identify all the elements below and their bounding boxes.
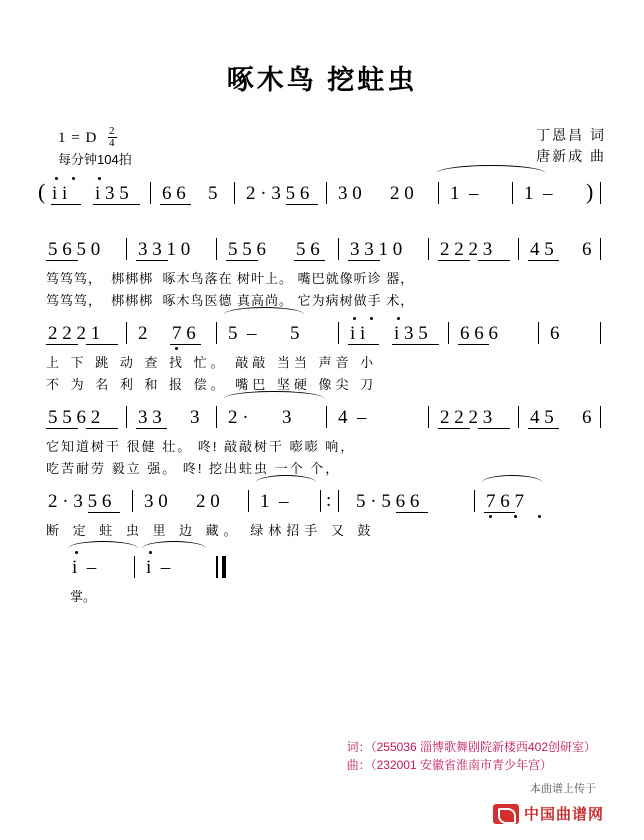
lyrics-line-6a: 掌。 <box>70 589 97 604</box>
footer-addresses <box>347 738 596 774</box>
composer-credit: 唐新成 曲 <box>536 148 606 164</box>
footer-lyricist-address: 词：（255036 淄博歌舞剧院新楼西402创研室） <box>346 740 596 754</box>
lyrics-line-2b: 笃笃笃， 梆梆梆 啄木鸟医德 真高尚。 它为病树做手 术， <box>46 293 415 308</box>
lyrics-line-5a: 断 定 蛀 虫 里 边 藏。 绿林招手 又 鼓 <box>46 523 376 538</box>
repeat-barline: : <box>326 490 332 511</box>
notes-row-5: 2 · 3 5 6 3 0 2 0 1 – : 5 · 5 6 6 7 6 7 <box>38 489 606 519</box>
music-system-3 <box>38 321 606 405</box>
credits-block <box>536 125 606 167</box>
lyricist-credit: 丁恩昌 词 <box>536 127 606 143</box>
key-signature-text: 1 = D <box>58 129 98 146</box>
page-title: 啄木鸟 挖蛀虫 <box>226 65 418 95</box>
music-system-1 <box>38 181 606 237</box>
key-signature <box>58 127 117 150</box>
time-signature <box>108 126 117 149</box>
lyrics-line-4a: 它知道树干 很健 壮。 咚! 敲敲树干 嘭嘭 响， <box>46 439 356 454</box>
lyrics-line-3b: 不 为 名 利 和 报 偿。 嘴巴 坚硬 像尖 刀 <box>46 377 378 392</box>
notes-row-3: 2 2 2 1 2 7 6 5 – 5 i i i 3 5 6 6 6 6 <box>38 321 606 351</box>
notes-row-4: 5 5 6 2 3 3 3 2 · 3 4 – 2 2 2 3 4 5 6 <box>38 405 606 435</box>
score-header <box>0 127 644 175</box>
lyrics-line-4b: 吃苦耐劳 毅立 强。 咚! 挖出蛀虫 一个 个， <box>46 461 341 476</box>
sheet-music-page <box>0 58 644 840</box>
brand-name: 中国曲谱网 <box>523 806 604 823</box>
time-signature-denominator: 4 <box>109 137 116 149</box>
lyrics-line-3a: 上 下 跳 动 查 找 忙。 敲敲 当当 声音 小 <box>46 355 378 370</box>
notes-row-6: i – i – <box>38 555 606 585</box>
music-system-2 <box>38 237 606 321</box>
upload-note: 本曲谱上传于 <box>530 783 596 795</box>
footer-composer-address: 曲：（232001 安徽省淮南市青少年宫） <box>346 758 552 772</box>
music-system-6 <box>38 555 606 621</box>
site-brand[interactable] <box>493 803 604 824</box>
notes-row-1: ( i i i 3 5 6 6 5 2 · 3 5 6 3 0 2 0 1 – 1 – ) <box>38 181 606 211</box>
brand-logo-icon <box>493 804 519 824</box>
lyrics-line-2a: 笃笃笃， 梆梆梆 啄木鸟落在 树叶上。 嘴巴就像听诊 器， <box>46 271 415 286</box>
time-signature-numerator: 2 <box>109 125 116 137</box>
tempo-marking: 每分钟104拍 <box>58 152 132 167</box>
notes-row-2: 5 6 5 0 3 3 1 0 5 5 6 5 6 3 3 1 0 2 2 2 3 4 5 6 <box>38 237 606 267</box>
